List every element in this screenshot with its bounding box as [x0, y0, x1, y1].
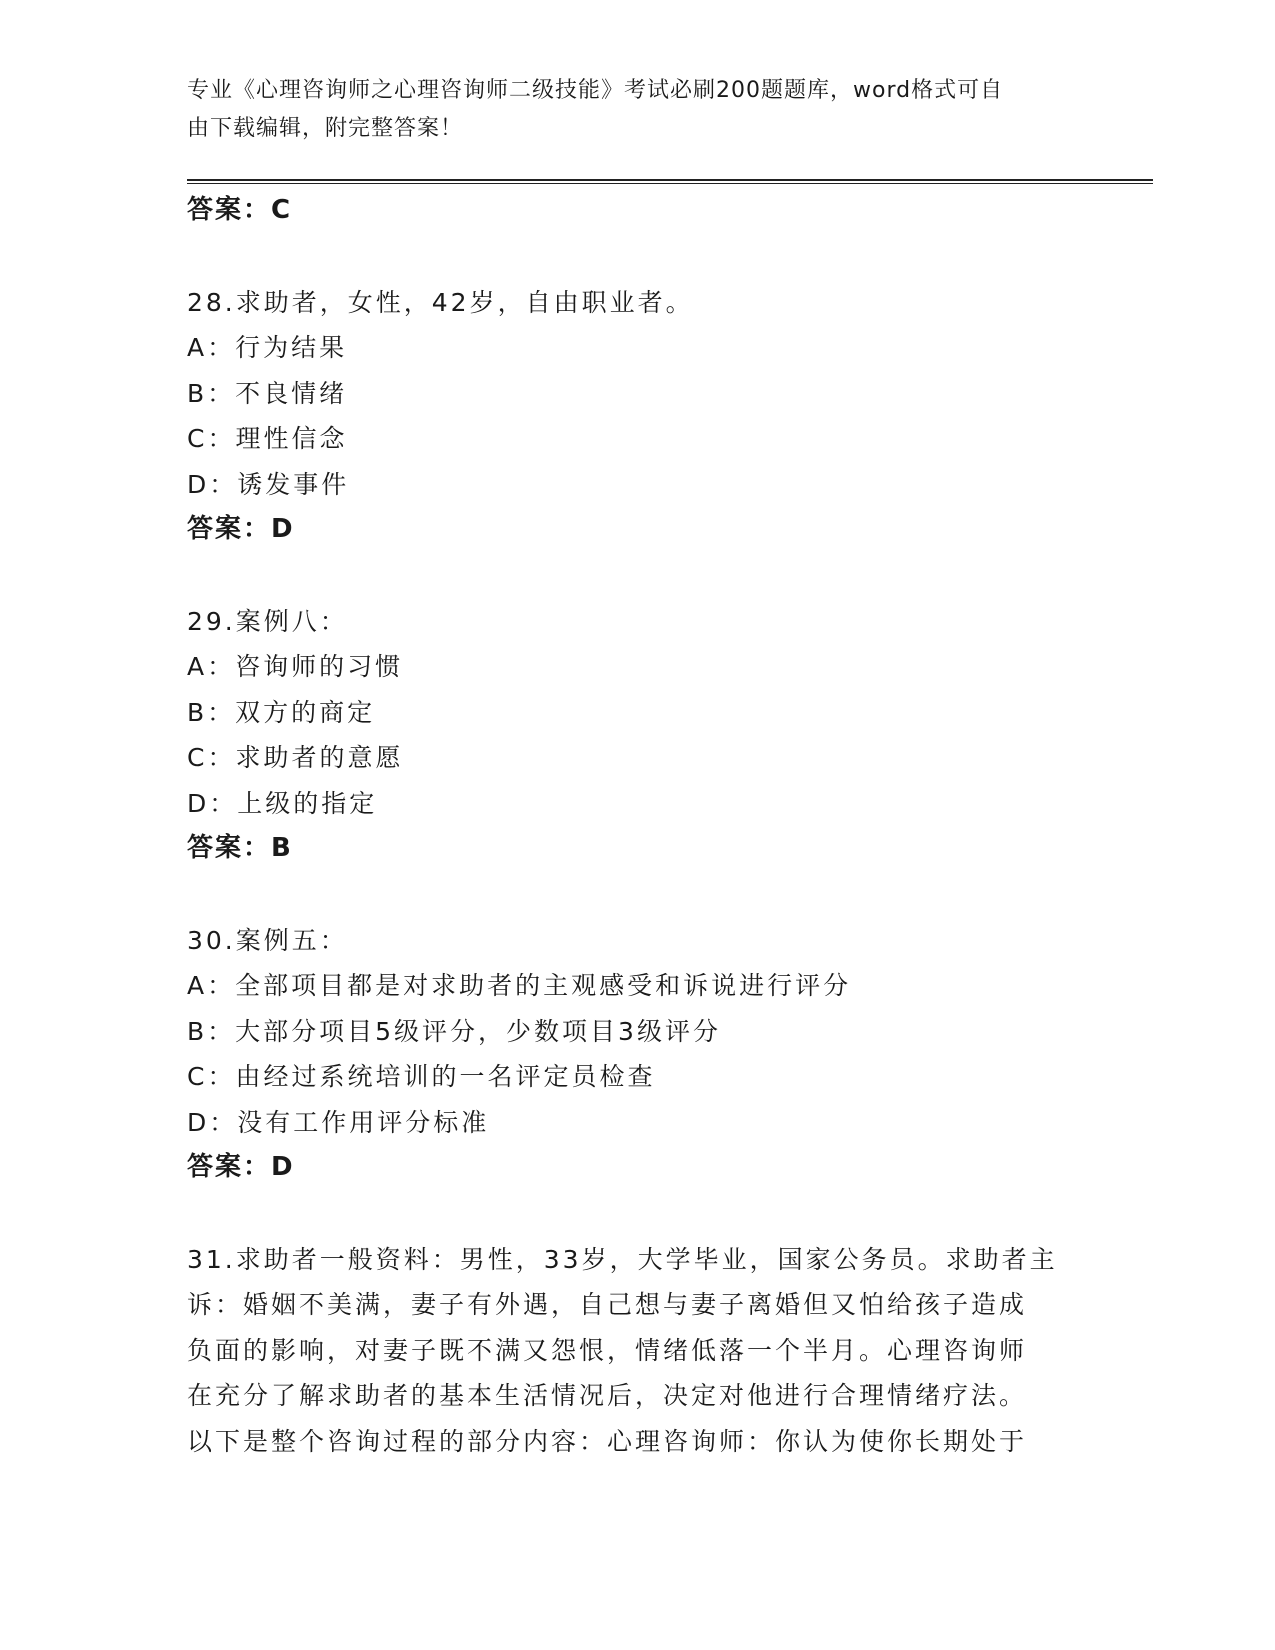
- question-31: [187, 1237, 1067, 1465]
- option-b: B：大部分项目5级评分，少数项目3级评分: [187, 1016, 721, 1046]
- option-d: D：没有工作用评分标准: [187, 1107, 490, 1137]
- question-text: 28.求助者，女性，42岁，自由职业者。: [187, 287, 694, 317]
- page-header: [187, 72, 1067, 148]
- question-30: [187, 918, 1087, 1191]
- answer: 答案：D: [187, 1152, 295, 1182]
- header-intro-line-2: 由下载编辑，附完整答案！: [187, 116, 464, 141]
- answer: 答案：D: [187, 514, 295, 544]
- option-d: D：上级的指定: [187, 788, 378, 818]
- question-text-line: 在充分了解求助者的基本生活情况后，决定对他进行合理情绪疗法。: [187, 1381, 1028, 1410]
- option-c: C：求助者的意愿: [187, 743, 404, 772]
- option-d: D：诱发事件: [187, 469, 350, 499]
- option-b: B：双方的商定: [187, 697, 376, 727]
- option-a: A：行为结果: [187, 333, 348, 362]
- question-text-line: 诉：婚姻不美满，妻子有外遇，自己想与妻子离婚但又怕给孩子造成: [187, 1290, 1028, 1319]
- question-28: [187, 280, 1087, 553]
- option-c: C：理性信念: [187, 424, 348, 453]
- header-divider-thin: [187, 183, 1153, 184]
- option-c: C：由经过系统培训的一名评定员检查: [187, 1062, 656, 1091]
- option-a: A：咨询师的习惯: [187, 652, 404, 681]
- option-b: B：不良情绪: [187, 378, 348, 408]
- option-a: A：全部项目都是对求助者的主观感受和诉说进行评分: [187, 971, 852, 1000]
- question-text-line: 负面的影响，对妻子既不满又怨恨，情绪低落一个半月。心理咨询师: [187, 1335, 1028, 1365]
- question-text: 29.案例八：: [187, 606, 348, 636]
- document-body: [187, 188, 1087, 1464]
- spacer: [187, 872, 1087, 918]
- question-text: 30.案例五：: [187, 925, 348, 955]
- spacer: [187, 1191, 1087, 1237]
- header-intro-line-1: 专业《心理咨询师之心理咨询师二级技能》考试必刷200题题库，word格式可自: [187, 78, 1004, 103]
- question-text-line: 以下是整个咨询过程的部分内容：心理咨询师：你认为使你长期处于: [187, 1426, 1028, 1456]
- spacer: [187, 234, 1087, 280]
- question-29: [187, 599, 1087, 872]
- answer-27: 答案：C: [187, 195, 293, 225]
- question-text-line: 31.求助者一般资料：男性，33岁，大学毕业，国家公务员。求助者主: [187, 1244, 1058, 1274]
- spacer: [187, 553, 1087, 599]
- header-divider-thick: [187, 179, 1153, 181]
- answer: 答案：B: [187, 833, 293, 863]
